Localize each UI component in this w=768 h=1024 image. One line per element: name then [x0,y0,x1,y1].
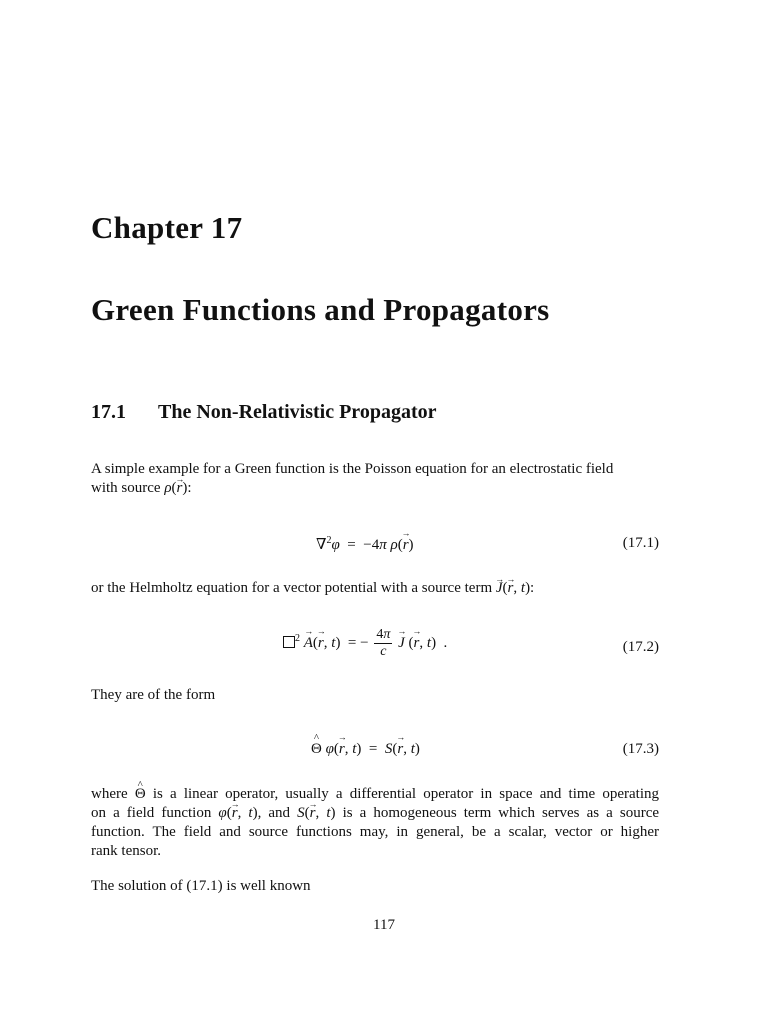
equation-17-1-body: ∇$^2$φ = −4π ρ(r →) [316,535,414,554]
equation-17-2-number: (17.2) [622,639,659,655]
equation-17-2-body: $^2$ A →(r →, t) = − $\frac{4\pi}{c}$ J → (r →, t) . [283,627,447,660]
equation-17-1-number: (17.1) [622,535,659,551]
section-title: The Non-Relativistic Propagator [158,401,437,423]
paragraph-solution: The solution of (17.1) is well known [91,878,311,894]
paragraph-intro-line-2: with source ρ(r →): [91,479,659,498]
page-number: 117 [373,917,395,933]
equation-17-1 [91,535,659,575]
equation-17-3 [91,741,659,781]
equation-17-3-number: (17.3) [622,741,659,757]
paragraph-intro [91,460,659,498]
section-heading [91,401,437,424]
paragraph-intro-line-1: A simple example for a Green function is the Poisson equation for an electrostatic field [91,461,614,477]
chapter-label: Chapter 17 [91,210,243,245]
section-number: 17.1 [91,401,126,423]
chapter-title: Green Functions and Propagators [91,292,550,327]
equation-17-2 [91,627,659,667]
paragraph-helmholtz: or the Helmholtz equation for a vector potential with a source term J →(r →, t): [91,579,659,598]
equation-17-3-body: Θ ^ φ(r →, t) = S(r →, t) [311,741,420,758]
paragraph-operator: where Θ ^ is a linear operator, usually a differential operator in space and time operating on a field function φ(r →, t), and S(r →, t) is a homogeneous term which serves as a source function. The field and source functions may, in general, be a scalar, vector or higher rank tensor. [91,785,659,861]
paragraph-form: They are of the form [91,687,216,703]
